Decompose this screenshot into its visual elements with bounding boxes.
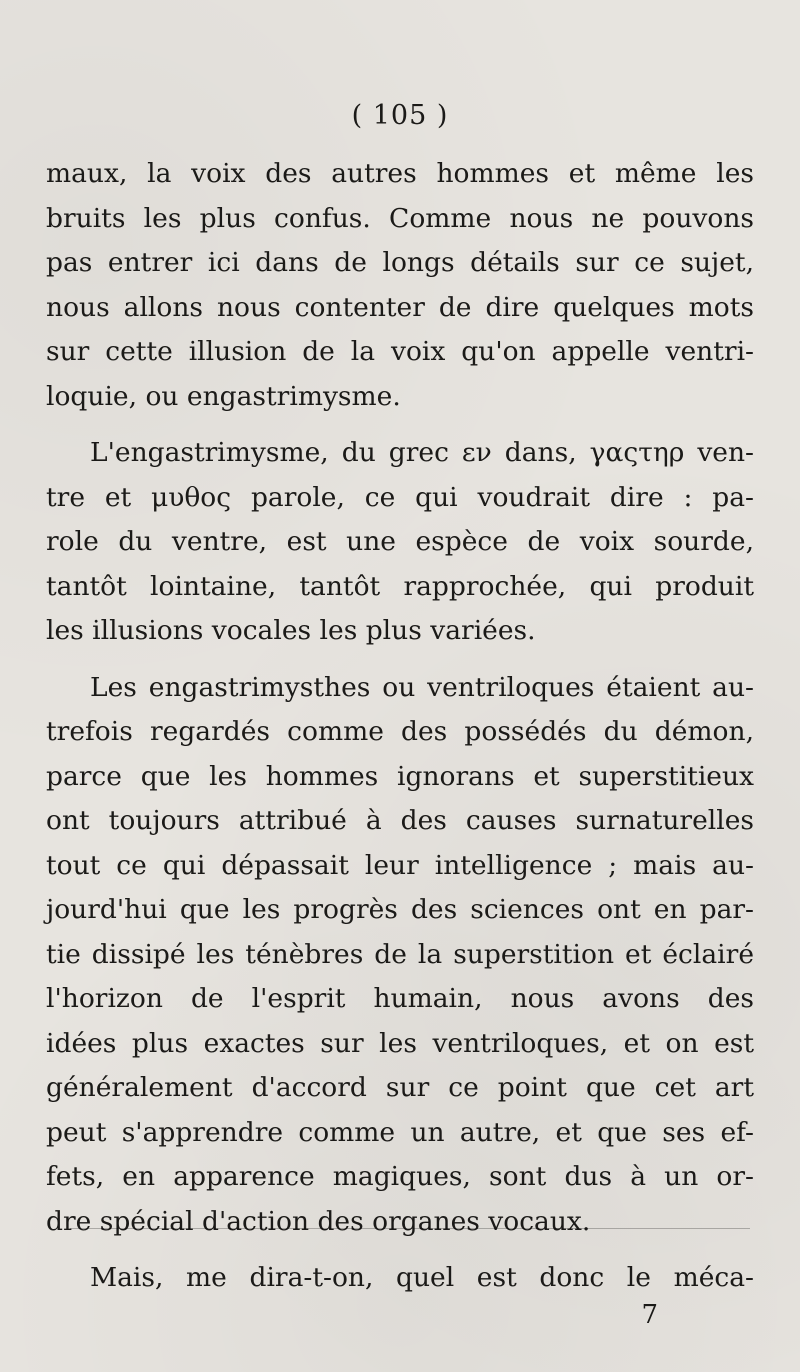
text-line: généralement d'accord sur ce point que cet art (46, 1072, 754, 1103)
text-line: pas entrer ici dans de longs détails sur ce sujet, (46, 247, 754, 278)
text-line: sur cette illusion de la voix qu'on appelle ventri- (46, 336, 754, 367)
text-line: idées plus exactes sur les ventriloques, et on est (46, 1027, 754, 1059)
body-text (46, 152, 754, 1301)
text-line: trefois regardés comme des possédés du démon, (46, 716, 754, 747)
text-line: tantôt lointaine, tantôt rapprochée, qui produit (46, 570, 754, 602)
text-line: fets, en apparence magiques, sont dus à un or- (46, 1161, 754, 1192)
text-line: tie dissipé les ténèbres de la superstition et éclairé (46, 938, 754, 970)
text-line: l'horizon de l'esprit humain, nous avons des (46, 983, 754, 1014)
text-line: les illusions vocales les plus variées. (46, 615, 536, 646)
text-line: loquie, ou engastrimysme. (46, 380, 401, 412)
text-line: ont toujours attribué à des causes surnaturelles (46, 805, 754, 836)
text-line: dre spécial d'action des organes vocaux. (46, 1205, 591, 1237)
text-line: tout ce qui dépassait leur intelligence ; mais au- (46, 849, 754, 881)
text-line: nous allons nous contenter de dire quelques mots (46, 291, 754, 323)
page-number: ( 105 ) (351, 100, 449, 131)
text-line: parce que les hommes ignorans et superstitieux (46, 760, 754, 792)
text-line: Les engastrimysthes ou ventriloques étaient au- (90, 671, 754, 703)
signature-mark: 7 (641, 1300, 658, 1330)
text-line: jourd'hui que les progrès des sciences ont en par- (46, 894, 754, 925)
text-line: maux, la voix des autres hommes et même les (46, 158, 754, 189)
text-line: peut s'apprendre comme un autre, et que ses ef- (46, 1116, 754, 1148)
footnote-rule (70, 1228, 750, 1229)
text-line: bruits les plus confus. Comme nous ne pouvons (46, 202, 754, 234)
text-line: L'engastrimysme, du grec εν dans, γαςτηρ ven- (90, 437, 754, 468)
text-line: Mais, me dira-t-on, quel est donc le méca- (90, 1262, 754, 1293)
text-line: role du ventre, est une espèce de voix sourde, (46, 526, 754, 557)
text-line: tre et μυθος parole, ce qui voudrait dire : pa- (46, 481, 754, 513)
